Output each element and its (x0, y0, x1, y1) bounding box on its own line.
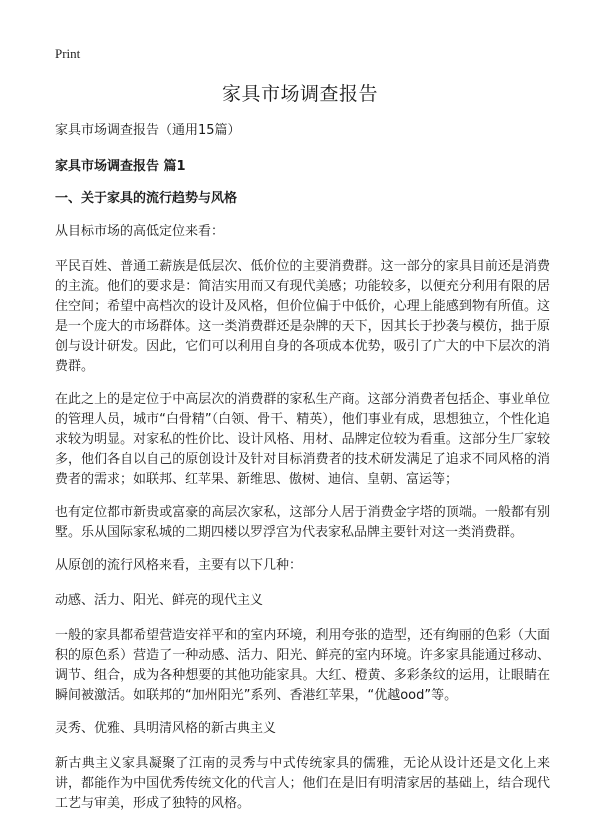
page-title: 家具市场调查报告 (221, 83, 378, 105)
paragraph-neoclassical-heading: 灵秀、优雅、具明清风格的新古典主义 (55, 721, 277, 736)
document-body (55, 122, 550, 827)
paragraph-market-positioning-intro: 从目标市场的高低定位来看： (55, 224, 225, 239)
article-heading: 家具市场调查报告 篇1 (55, 159, 186, 174)
section-heading: 一、关于家具的流行趋势与风格 (55, 191, 238, 206)
paragraph-low-tier-consumers: 平民百姓、普通工薪族是低层次、低价位的主要消费群。这一部分的家具目前还是消费的主流。他们的要求是：简洁实用而又有现代美感；功能较多，以便充分利用有限的居住空间；希望中高档次的设计及风格，但价位偏于中低价，心理上能感到物有所值。这是一个庞大的市场群体。这一类消费群还是杂牌的天下，因其长于抄袭与模仿，拙于原创与设计研发。因此，它们可以利用自身的各项成本优势，吸引了广大的中下层次的消费群。 (55, 259, 550, 374)
paragraph-neoclassical-body: 新古典主义家具凝聚了江南的灵秀与中式传统家具的儒雅，无论从设计还是文化上来讲，都能作为中国优秀传统文化的代言人；他们在是旧有明清家居的基础上，结合现代工艺与审美，形成了独特的风格。 (55, 756, 550, 811)
paragraph-mid-high-tier-consumers: 在此之上的是定位于中高层次的消费群的家私生产商。这部分消费者包括企、事业单位的管理人员，城市“白骨精”（白领、骨干、精英），他们事业有成，思想独立，个性化追求较为明显。对家私的性价比、设计风格、用材、品牌定位较为看重。这部分生厂家较多，他们各自以自己的原创设计及针对目标消费者的技术研发满足了追求不同风格的消费者的需求；如联邦、红苹果、新维思、傲树、迪信、皇朝、富运等； (55, 392, 550, 487)
paragraph-styles-intro: 从原创的流行风格来看，主要有以下几种： (55, 558, 303, 573)
paragraph-modernism-heading: 动感、活力、阳光、鲜亮的现代主义 (55, 593, 264, 608)
paragraph-modernism-body: 一般的家具都希望营造安祥平和的室内环境，利用夸张的造型，还有绚丽的色彩（大面积的原色系）营造了一种动感、活力、阳光、鲜亮的室内环境。许多家具能通过移动、调节、组合，成为各种想要的其他功能家具。大红、橙黄、多彩条纹的运用，让眼睛在瞬间被激活。如联邦的“加州阳光”系列、香港红苹果，“优越ood”等。 (55, 628, 550, 703)
print-link[interactable]: Print (55, 46, 81, 61)
paragraph-luxury-consumers: 也有定位都市新贵或富豪的高层次家私，这部分人居于消费金字塔的顶端。一般都有别墅。乐从国际家私城的二期四楼以罗浮宫为代表家私品牌主要针对这一类消费群。 (55, 505, 550, 540)
document-subtitle: 家具市场调查报告（通用15篇） (55, 123, 241, 138)
